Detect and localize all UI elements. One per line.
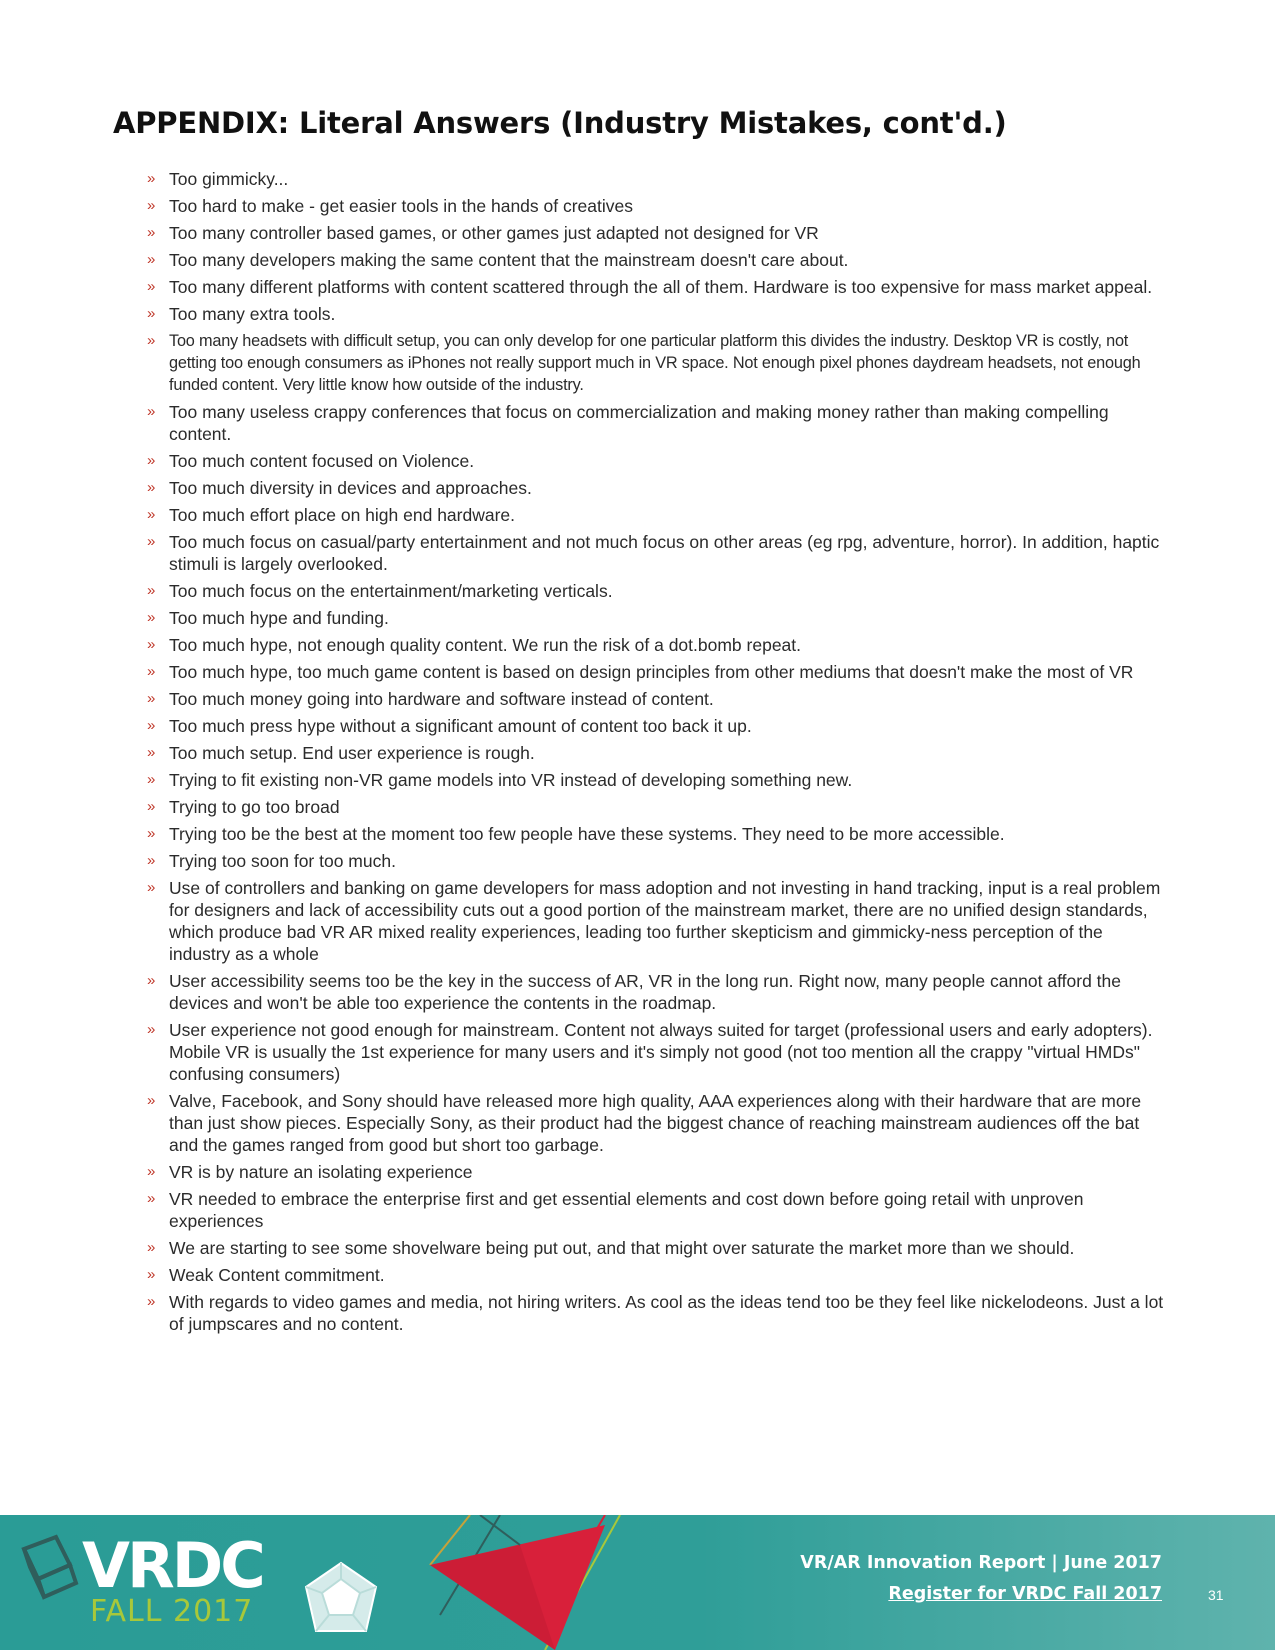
bullet-marker: »	[147, 690, 156, 707]
bullet-marker: »	[147, 609, 156, 626]
list-item	[147, 877, 1167, 965]
list-item	[147, 661, 1167, 683]
bullet-marker: »	[147, 582, 156, 599]
list-item	[147, 607, 1167, 629]
answer-text: With regards to video games and media, not hiring writers. As cool as the ideas tend too be they feel like nickelodeons. Just a lot of jumpscares and no content.	[169, 1292, 1164, 1334]
answer-text: Too much effort place on high end hardware.	[169, 505, 516, 525]
dodecahedron-icon	[296, 1557, 386, 1647]
bullet-marker: »	[147, 879, 156, 896]
bullet-marker: »	[147, 251, 156, 268]
list-item	[147, 1019, 1167, 1085]
bullet-marker: »	[147, 1021, 156, 1038]
bullet-marker: »	[147, 452, 156, 469]
vrdc-logo-subtitle: FALL 2017	[90, 1594, 254, 1629]
bullet-marker: »	[147, 771, 156, 788]
page-number: 31	[1208, 1587, 1224, 1603]
list-item	[147, 531, 1167, 575]
answer-text: VR is by nature an isolating experience	[169, 1162, 473, 1182]
answer-text: Too much hype and funding.	[169, 608, 389, 628]
bullet-marker: »	[147, 1190, 156, 1207]
bullet-marker: »	[147, 1266, 156, 1283]
answer-text: Too much focus on casual/party entertainment and not much focus on other areas (eg rpg, adventure, horror). In addition, haptic stimuli is largely overlooked.	[169, 532, 1160, 574]
list-item	[147, 1161, 1167, 1183]
page-title: APPENDIX: Literal Answers (Industry Mistakes, cont'd.)	[113, 106, 1007, 140]
list-item	[147, 303, 1167, 325]
list-item	[147, 688, 1167, 710]
list-item	[147, 1237, 1167, 1259]
list-item	[147, 249, 1167, 271]
bullet-marker: »	[147, 533, 156, 550]
wireframe-cube-icon	[10, 1525, 80, 1605]
red-pyramid-graphic	[420, 1515, 660, 1650]
answer-text: Trying too soon for too much.	[169, 851, 396, 871]
answer-text: We are starting to see some shovelware being put out, and that might over saturate the market more than we should.	[169, 1238, 1075, 1258]
answer-text: Too many different platforms with content scattered through the all of them. Hardware is too expensive for mass market appeal.	[169, 277, 1153, 297]
bullet-marker: »	[147, 825, 156, 842]
answer-text: Too hard to make - get easier tools in the hands of creatives	[169, 196, 634, 216]
list-item	[147, 222, 1167, 244]
vrdc-logo: VRDC	[82, 1529, 263, 1602]
list-item	[147, 634, 1167, 656]
list-item	[147, 970, 1167, 1014]
answer-text: Trying to fit existing non-VR game models into VR instead of developing something new.	[169, 770, 853, 790]
list-item	[147, 796, 1167, 818]
bullet-marker: »	[147, 852, 156, 869]
list-item	[147, 769, 1167, 791]
bullet-marker: »	[147, 197, 156, 214]
bullet-marker: »	[147, 170, 156, 187]
list-item	[147, 850, 1167, 872]
list-item	[147, 580, 1167, 602]
bullet-marker: »	[147, 479, 156, 496]
answer-text: Too gimmicky...	[169, 169, 289, 189]
bullet-marker: »	[147, 744, 156, 761]
answer-text: User experience not good enough for mainstream. Content not always suited for target (professional users and early adopters). Mobile VR is usually the 1st experience for many users and it's simply not good (not too mention all the crappy "virtual HMDs" confusing consumers)	[169, 1020, 1153, 1084]
list-item	[147, 276, 1167, 298]
answer-text: Too many extra tools.	[169, 304, 336, 324]
answer-text: Trying too be the best at the moment too few people have these systems. They need to be more accessible.	[169, 824, 1005, 844]
bullet-marker: »	[147, 305, 156, 322]
bullet-marker: »	[147, 663, 156, 680]
bullet-marker: »	[147, 332, 156, 349]
footer-banner	[0, 1515, 1275, 1650]
answer-text: Too much hype, not enough quality content. We run the risk of a dot.bomb repeat.	[169, 635, 802, 655]
answer-text: Too many developers making the same content that the mainstream doesn't care about.	[169, 250, 849, 270]
answer-text: Too much focus on the entertainment/marketing verticals.	[169, 581, 613, 601]
list-item	[147, 195, 1167, 217]
report-title: VR/AR Innovation Report | June 2017	[800, 1553, 1162, 1573]
bullet-marker: »	[147, 636, 156, 653]
list-item	[147, 450, 1167, 472]
list-item	[147, 168, 1167, 190]
list-item	[147, 823, 1167, 845]
answer-text: VR needed to embrace the enterprise first and get essential elements and cost down before going retail with unproven experiences	[169, 1189, 1084, 1231]
list-item	[147, 1188, 1167, 1232]
bullet-marker: »	[147, 1239, 156, 1256]
answer-text: Too many headsets with difficult setup, you can only develop for one particular platform this divides the industry. Desktop VR is costly, not getting too enough consumers as iPhones not really support much in VR space. Not enough pixel phones daydream headsets, not enough funded content. Very little know how outside of the industry.	[169, 332, 1141, 394]
bullet-marker: »	[147, 506, 156, 523]
list-item	[147, 401, 1167, 445]
bullet-marker: »	[147, 798, 156, 815]
list-item	[147, 330, 1167, 396]
answer-text: Too much setup. End user experience is rough.	[169, 743, 535, 763]
bullet-marker: »	[147, 278, 156, 295]
answer-text: Too much content focused on Violence.	[169, 451, 475, 471]
bullet-marker: »	[147, 1163, 156, 1180]
bullet-marker: »	[147, 972, 156, 989]
list-item	[147, 1264, 1167, 1286]
bullet-marker: »	[147, 403, 156, 420]
bullet-marker: »	[147, 1293, 156, 1310]
answer-text: Too much money going into hardware and software instead of content.	[169, 689, 714, 709]
list-item	[147, 1090, 1167, 1156]
answer-text: Use of controllers and banking on game developers for mass adoption and not investing in hand tracking, input is a real problem for designers and lack of accessibility cuts out a good portion of the mainstream market, there are no unified design standards, which produce bad VR AR mixed reality experiences, leading too further skepticism and gimmicky-ness perception of the industry as a whole	[169, 878, 1161, 964]
list-item	[147, 715, 1167, 737]
list-item	[147, 742, 1167, 764]
register-link[interactable]: Register for VRDC Fall 2017	[888, 1584, 1162, 1604]
answer-text: Too much diversity in devices and approaches.	[169, 478, 532, 498]
answer-text: Weak Content commitment.	[169, 1265, 385, 1285]
answer-text: Trying to go too broad	[169, 797, 340, 817]
answer-text: Too much press hype without a significant amount of content too back it up.	[169, 716, 752, 736]
list-item	[147, 477, 1167, 499]
answer-text: Valve, Facebook, and Sony should have released more high quality, AAA experiences along with their hardware that are more than just show pieces. Especially Sony, as their product had the biggest chance of reaching mainstream audiences off the bat and the games ranged from good but short too garbage.	[169, 1091, 1142, 1155]
list-item	[147, 504, 1167, 526]
answer-text: Too many useless crappy conferences that focus on commercialization and making money rather than making compelling content.	[169, 402, 1109, 444]
list-item	[147, 1291, 1167, 1335]
bullet-marker: »	[147, 224, 156, 241]
bullet-marker: »	[147, 717, 156, 734]
answer-text: Too many controller based games, or other games just adapted not designed for VR	[169, 223, 819, 243]
answer-text: Too much hype, too much game content is based on design principles from other mediums that doesn't make the most of VR	[169, 662, 1134, 682]
answers-list	[147, 168, 1167, 1340]
answer-text: User accessibility seems too be the key in the success of AR, VR in the long run. Right now, many people cannot afford the devices and won't be able too experience the contents in the roadmap.	[169, 971, 1121, 1013]
bullet-marker: »	[147, 1092, 156, 1109]
